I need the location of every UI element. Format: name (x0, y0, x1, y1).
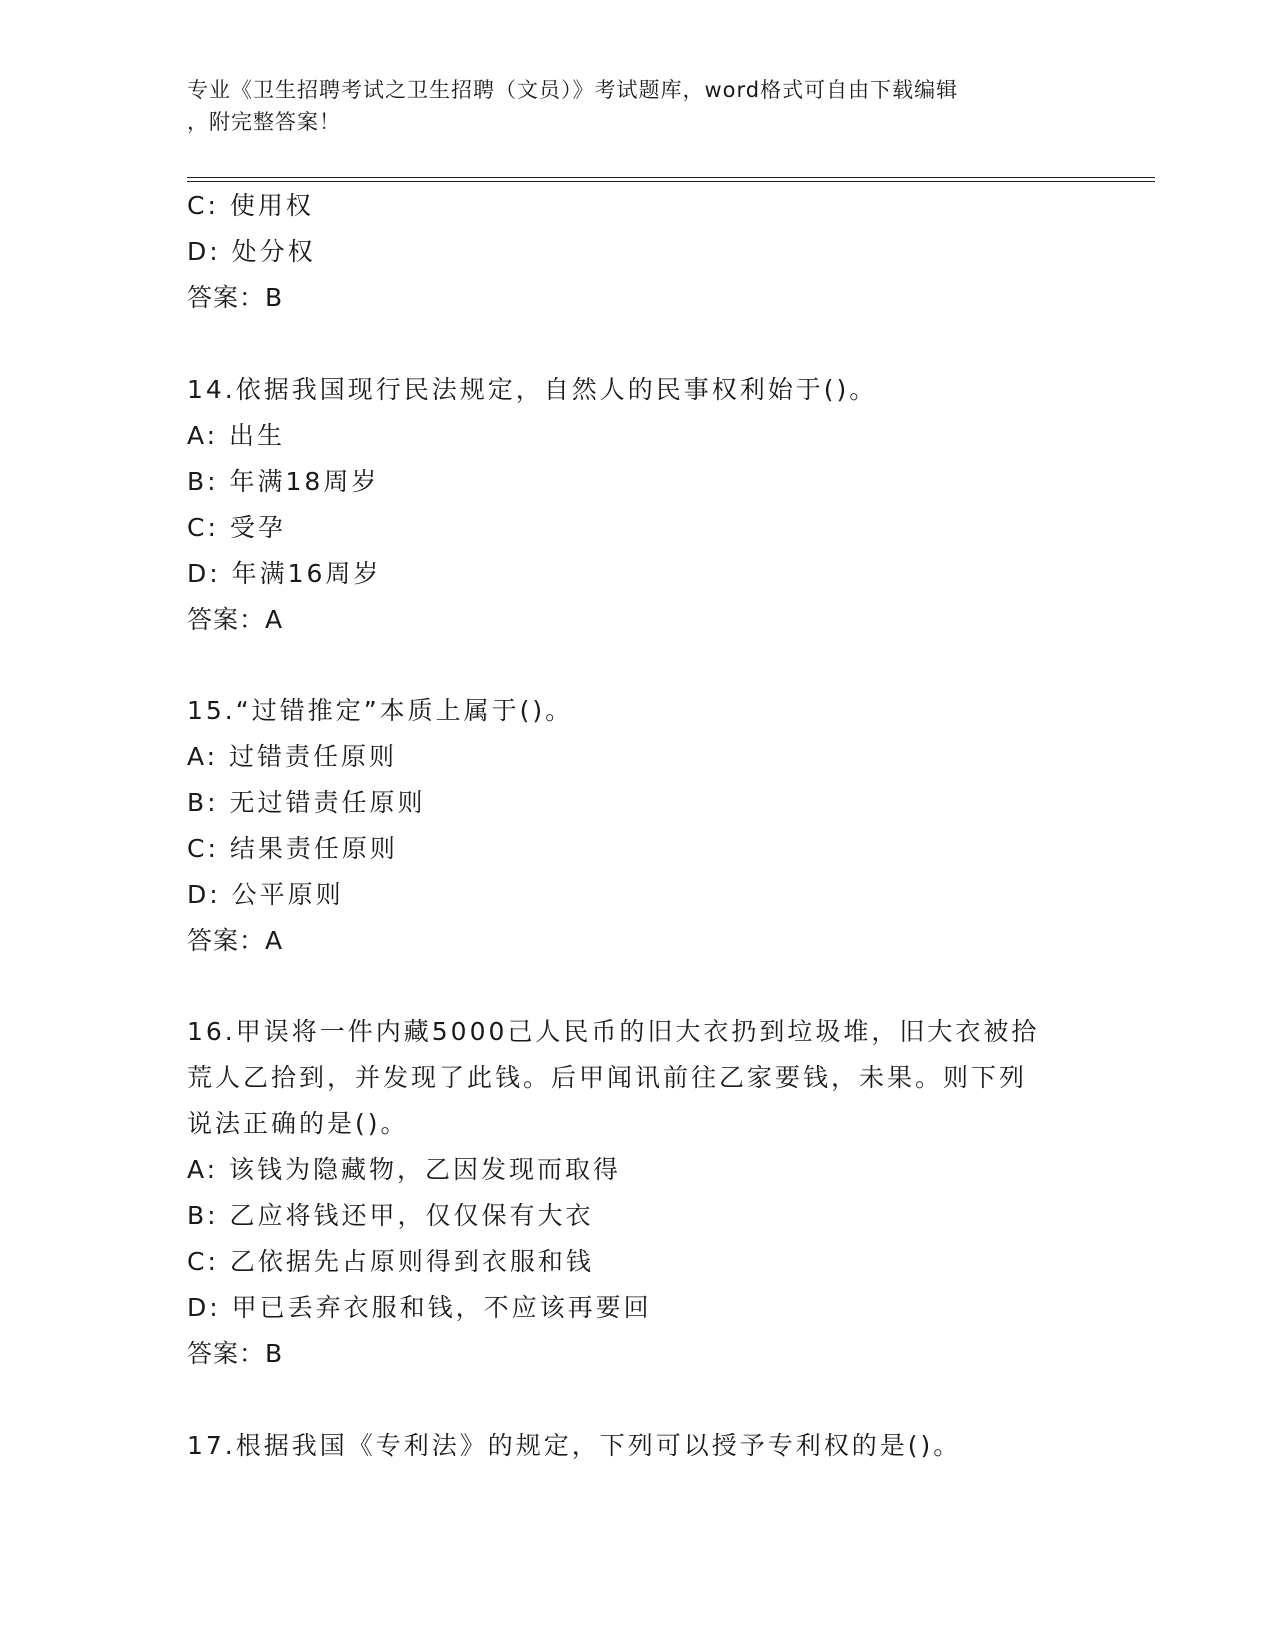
question-line: A: 过错责任原则 (187, 742, 398, 771)
question-line: D: 公平原则 (187, 880, 344, 909)
answer-line: 答案：A (187, 926, 284, 955)
header-rule-top (187, 177, 1155, 178)
question-line: D: 甲已丢弃衣服和钱，不应该再要回 (187, 1293, 652, 1322)
document-header (187, 74, 1087, 138)
question-line: B: 无过错责任原则 (187, 788, 426, 817)
question-line: 荒人乙拾到，并发现了此钱。后甲闻讯前往乙家要钱，未果。则下列 (187, 1063, 1028, 1092)
answer-line: 答案：A (187, 605, 284, 634)
question-line: 15.“过错推定”本质上属于()。 (187, 696, 574, 725)
question-line: 17.根据我国《专利法》的规定，下列可以授予专利权的是()。 (187, 1431, 962, 1460)
question-line: C: 受孕 (187, 513, 286, 542)
question-line: C: 使用权 (187, 191, 314, 220)
header-rule-bottom (187, 181, 1155, 182)
question-line: A: 该钱为隐藏物，乙因发现而取得 (187, 1155, 622, 1184)
question-line: B: 乙应将钱还甲，仅仅保有大衣 (187, 1201, 594, 1230)
question-line: 说法正确的是()。 (187, 1109, 409, 1138)
header-line-1: 专业《卫生招聘考试之卫生招聘（文员）》考试题库，word格式可自由下载编辑 (187, 78, 959, 102)
question-line: 14.依据我国现行民法规定，自然人的民事权利始于()。 (187, 375, 878, 404)
header-line-2: ，附完整答案！ (187, 110, 341, 134)
question-line: C: 乙依据先占原则得到衣服和钱 (187, 1247, 594, 1276)
question-line: D: 处分权 (187, 237, 316, 266)
question-line: 16.甲误将一件内藏5000己人民币的旧大衣扔到垃圾堆，旧大衣被拾 (187, 1017, 1040, 1046)
answer-line: 答案：B (187, 1339, 284, 1368)
question-line: D: 年满16周岁 (187, 559, 382, 588)
question-line: C: 结果责任原则 (187, 834, 398, 863)
question-line: A: 出生 (187, 421, 286, 450)
question-line: B: 年满18周岁 (187, 467, 380, 496)
answer-line: 答案：B (187, 283, 284, 312)
